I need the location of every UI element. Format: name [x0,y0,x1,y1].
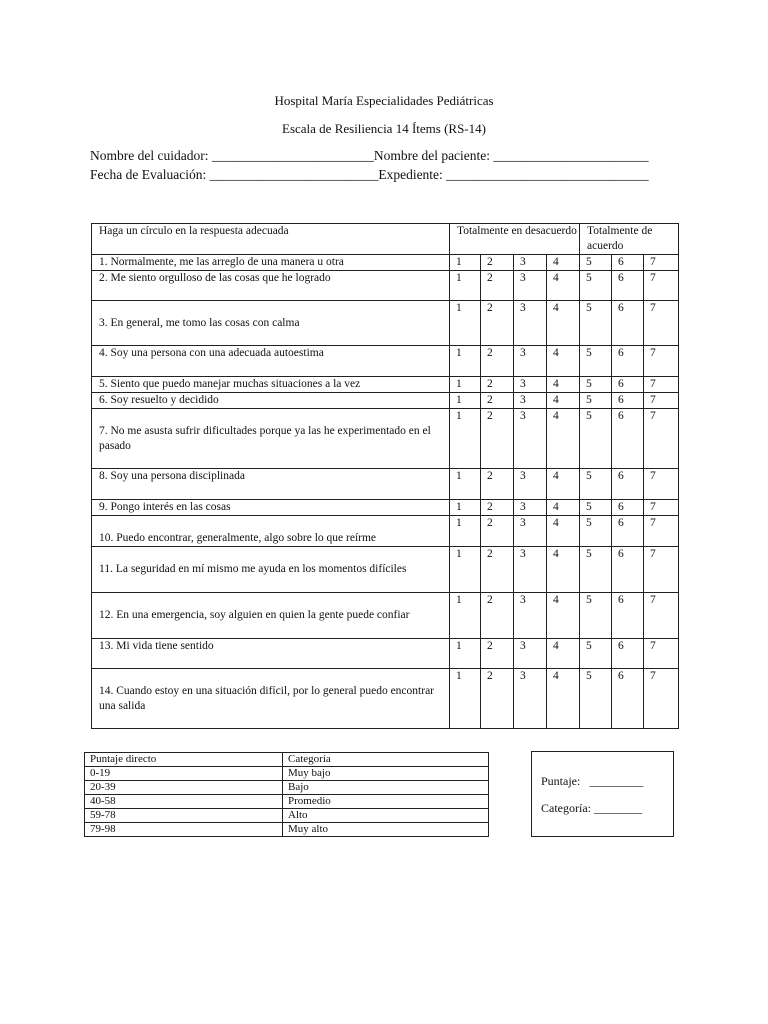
item-question [92,377,450,393]
scale-option[interactable]: 5 [580,500,612,516]
scale-option[interactable]: 6 [612,469,644,500]
scale-option[interactable]: 7 [644,516,679,547]
score-category: Muy bajo [283,767,489,781]
scale-option[interactable]: 5 [580,409,612,469]
scale-option[interactable]: 1 [450,469,481,500]
item-question-text: 13. Mi vida tiene sentido [99,640,214,652]
hospital-name: Hospital María Especialidades Pediátricas [274,93,494,108]
instruction-cell: Haga un círculo en la respuesta adecuada [92,224,450,255]
item-question-text: 1. Normalmente, me las arreglo de una manera u otra [99,256,344,268]
score-category: Promedio [283,795,489,809]
scale-option[interactable]: 7 [644,301,679,346]
scale-option[interactable]: 4 [547,377,580,393]
scale-option[interactable]: 1 [450,346,481,377]
scale-option[interactable]: 4 [547,346,580,377]
scale-option[interactable]: 1 [450,639,481,669]
scale-option[interactable]: 1 [450,409,481,469]
item-question-text: 5. Siento que puedo manejar muchas situaciones a la vez [99,378,361,390]
scale-option[interactable]: 1 [450,669,481,729]
item-question [92,301,450,346]
scale-option[interactable]: 7 [644,393,679,409]
score-category: Muy alto [283,823,489,837]
scale-option[interactable]: 1 [450,516,481,547]
scale-option[interactable]: 6 [612,669,644,729]
item-question [92,547,450,593]
scale-option[interactable]: 2 [481,255,514,271]
scale-option[interactable]: 2 [481,301,514,346]
scale-option[interactable]: 6 [612,271,644,301]
scale-option[interactable]: 5 [580,255,612,271]
item-row [92,377,679,393]
item-row [92,255,679,271]
scale-option[interactable]: 4 [547,639,580,669]
result-box [531,751,674,837]
item-row [92,639,679,669]
score-range: 59-78 [85,809,283,823]
item-question [92,469,450,500]
scale-option[interactable]: 6 [612,547,644,593]
scale-option[interactable]: 3 [514,593,547,639]
scale-option[interactable]: 4 [547,393,580,409]
scale-option[interactable]: 2 [481,377,514,393]
score-row [85,781,489,795]
scale-option[interactable]: 7 [644,409,679,469]
scale-option[interactable]: 3 [514,301,547,346]
item-row [92,593,679,639]
score-range: 0-19 [85,767,283,781]
scale-option[interactable]: 6 [612,500,644,516]
item-question-text: 4. Soy una persona con una adecuada autoestima [99,347,324,359]
scale-option[interactable]: 7 [644,271,679,301]
scale-option[interactable]: 6 [612,301,644,346]
score-row [85,823,489,837]
scale-option[interactable]: 3 [514,271,547,301]
scale-option[interactable]: 1 [450,255,481,271]
item-question [92,669,450,729]
scale-option[interactable]: 3 [514,377,547,393]
scale-option[interactable]: 7 [644,669,679,729]
scale-option[interactable]: 2 [481,409,514,469]
scale-option[interactable]: 7 [644,377,679,393]
scale-option[interactable]: 6 [612,409,644,469]
scale-option[interactable]: 5 [580,639,612,669]
scale-option[interactable]: 5 [580,377,612,393]
scale-option[interactable]: 2 [481,346,514,377]
item-row [92,469,679,500]
scale-option[interactable]: 5 [580,547,612,593]
item-row [92,547,679,593]
scale-title: Escala de Resiliencia 14 Ítems (RS-14) [282,121,486,136]
scale-option[interactable]: 4 [547,669,580,729]
scale-option[interactable]: 6 [612,255,644,271]
scale-option[interactable]: 5 [580,469,612,500]
right-anchor-cell: Totalmente de acuerdo [580,224,679,255]
left-anchor-cell: Totalmente en desacuerdo [450,224,580,255]
scale-option[interactable]: 1 [450,593,481,639]
scale-option[interactable]: 3 [514,346,547,377]
items-table [91,223,679,729]
score-header-category: Categoría [283,753,489,767]
scale-option[interactable]: 5 [580,669,612,729]
scale-option[interactable]: 4 [547,547,580,593]
item-row [92,669,679,729]
scale-option[interactable]: 1 [450,377,481,393]
item-row [92,409,679,469]
scale-option[interactable]: 4 [547,409,580,469]
score-range: 20-39 [85,781,283,795]
scale-option[interactable]: 6 [612,377,644,393]
scale-option[interactable]: 6 [612,516,644,547]
scale-option[interactable]: 2 [481,271,514,301]
item-row [92,500,679,516]
item-question-text: 14. Cuando estoy en una situación difícil, por lo general puedo encontrar una salida [99,685,434,712]
scale-option[interactable]: 4 [547,301,580,346]
scale-option[interactable]: 6 [612,393,644,409]
scale-option[interactable]: 4 [547,593,580,639]
scale-option[interactable]: 2 [481,500,514,516]
score-range: 79-98 [85,823,283,837]
scale-option[interactable]: 3 [514,547,547,593]
item-row [92,301,679,346]
scale-option[interactable]: 5 [580,516,612,547]
item-question-text: 2. Me siento orgulloso de las cosas que he logrado [99,272,331,284]
item-question [92,255,450,271]
scale-option[interactable]: 7 [644,593,679,639]
item-question-text: 7. No me asusta sufrir dificultades porque ya las he experimentado en el pasado [99,425,431,452]
scale-option[interactable]: 1 [450,271,481,301]
item-question-text: 12. En una emergencia, soy alguien en quien la gente puede confiar [99,609,410,621]
scale-option[interactable]: 6 [612,593,644,639]
scale-option[interactable]: 2 [481,516,514,547]
scale-option[interactable]: 7 [644,469,679,500]
scale-option[interactable]: 1 [450,500,481,516]
scale-option[interactable]: 1 [450,393,481,409]
scale-option[interactable]: 7 [644,500,679,516]
score-header-direct: Puntaje directo [85,753,283,767]
scale-option[interactable]: 3 [514,393,547,409]
scale-option[interactable]: 3 [514,469,547,500]
scale-option[interactable]: 1 [450,301,481,346]
scale-option[interactable]: 7 [644,255,679,271]
scale-option[interactable]: 7 [644,639,679,669]
score-range: 40-58 [85,795,283,809]
scale-option[interactable]: 4 [547,516,580,547]
category-result-field[interactable]: Categoría: ________ [541,801,642,815]
scale-option[interactable]: 4 [547,469,580,500]
scale-option[interactable]: 3 [514,255,547,271]
item-question [92,500,450,516]
item-row [92,516,679,547]
item-question-text: 11. La seguridad en mí mismo me ayuda en los momentos difíciles [99,563,407,575]
scale-option[interactable]: 5 [580,271,612,301]
scale-option[interactable]: 4 [547,255,580,271]
score-row [85,809,489,823]
scale-option[interactable]: 5 [580,593,612,639]
item-question-text: 8. Soy una persona disciplinada [99,470,245,482]
score-row [85,767,489,781]
scale-option[interactable]: 6 [612,346,644,377]
scale-option[interactable]: 3 [514,409,547,469]
scale-option[interactable]: 2 [481,593,514,639]
scale-option[interactable]: 5 [580,346,612,377]
item-question [92,639,450,669]
item-question-text: 10. Puedo encontrar, generalmente, algo sobre lo que reírme [99,532,377,544]
item-row [92,393,679,409]
scale-option[interactable]: 3 [514,500,547,516]
score-row [85,795,489,809]
scale-option[interactable]: 2 [481,547,514,593]
scale-option[interactable]: 3 [514,516,547,547]
scale-option[interactable]: 4 [547,500,580,516]
score-category: Bajo [283,781,489,795]
scale-option[interactable]: 7 [644,346,679,377]
scale-option[interactable]: 5 [580,393,612,409]
scale-option[interactable]: 6 [612,639,644,669]
scale-option[interactable]: 3 [514,639,547,669]
item-question [92,409,450,469]
score-header-row [85,753,489,767]
item-question [92,593,450,639]
scale-option[interactable]: 5 [580,301,612,346]
item-question [92,516,450,547]
scale-option[interactable]: 2 [481,393,514,409]
score-category: Alto [283,809,489,823]
table-header-row [92,224,679,255]
scale-option[interactable]: 4 [547,271,580,301]
item-question-text: 3. En general, me tomo las cosas con calma [99,317,300,329]
scale-option[interactable]: 2 [481,469,514,500]
scale-option[interactable]: 2 [481,669,514,729]
caregiver-patient-field[interactable]: Nombre del cuidador: ________________________Nombre del paciente: _______________________ [90,148,649,163]
score-result-field[interactable]: Puntaje: _________ [541,774,644,788]
item-row [92,346,679,377]
scale-option[interactable]: 1 [450,547,481,593]
date-record-field[interactable]: Fecha de Evaluación: _________________________Expediente: ______________________________ [90,167,649,182]
scale-option[interactable]: 3 [514,669,547,729]
item-row [92,271,679,301]
item-question-text: 6. Soy resuelto y decidido [99,394,219,406]
item-question [92,393,450,409]
item-question [92,271,450,301]
item-question-text: 9. Pongo interés en las cosas [99,501,231,513]
scale-option[interactable]: 2 [481,639,514,669]
score-table [84,752,489,837]
item-question [92,346,450,377]
scale-option[interactable]: 7 [644,547,679,593]
